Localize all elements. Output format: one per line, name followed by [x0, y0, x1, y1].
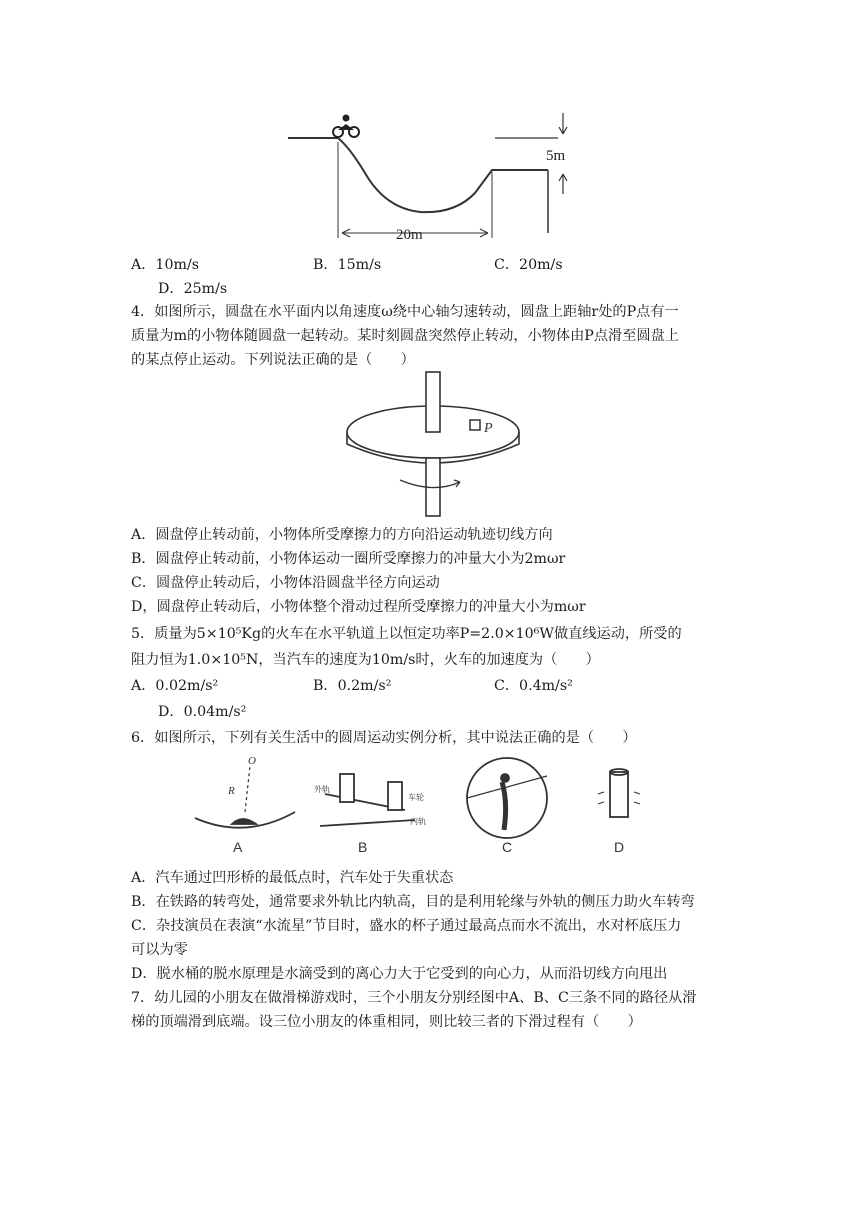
fig-label-b: B [358, 839, 368, 855]
q4-option-b: B．圆盘停止转动前，小物体运动一圈所受摩擦力的冲量大小为2mωr [131, 551, 566, 567]
q5-stem-line-1: 5．质量为5×10⁵Kg的火车在水平轨道上以恒定功率P=2.0×10⁶W做直线运动，所受的 [131, 626, 682, 642]
q5-option-c: C．0.4m/s² [494, 678, 573, 694]
q4-stem-line-3: 的某点停止运动。下列说法正确的是（ ） [131, 352, 415, 368]
q4-stem-line-1: 4．如图所示，圆盘在水平面内以角速度ω绕中心轴匀速转动，圆盘上距轴r处的P点有一 [131, 304, 679, 320]
q5-option-b: B．0.2m/s² [313, 678, 392, 694]
q4-stem-line-2: 质量为m的小物体随圆盘一起转动。某时刻圆盘突然停止转动，小物体由P点滑至圆盘上 [131, 328, 679, 344]
q7-stem-line-1: 7．幼儿园的小朋友在做滑梯游戏时，三个小朋友分别经图中A、B、C三条不同的路径从滑 [131, 990, 697, 1006]
circular-motion-figures [190, 752, 650, 860]
q3-option-d: D．25m/s [158, 281, 228, 297]
q7-stem-line-2: 梯的顶端滑到底端。设三位小朋友的体重相同，则比较三者的下滑过程有（ ） [131, 1014, 642, 1030]
q3-option-a: A．10m/s [131, 257, 200, 273]
ditch-figure [280, 108, 580, 248]
fig-b-outer-label: 外轨 [314, 785, 330, 794]
fig-label-c: C [502, 839, 513, 855]
fig-b-wheel-label: 车轮 [408, 793, 424, 802]
fig-a-o-label: O [248, 755, 256, 767]
q6-option-b: B．在铁路的转弯处，通常要求外轨比内轨高，目的是利用轮缘与外轨的侧压力助火车转弯 [131, 894, 695, 910]
motorcycle-icon [333, 115, 359, 138]
q6-stem: 6．如图所示，下列有关生活中的圆周运动实例分析，其中说法正确的是（ ） [131, 730, 637, 746]
height-label: 5m [546, 148, 566, 164]
q6-option-d: D．脱水桶的脱水原理是水滴受到的离心力大于它受到的向心力，从而沿切线方向甩出 [131, 966, 668, 982]
q6-option-c-line-2: 可以为零 [131, 942, 188, 958]
disc-figure [340, 370, 530, 520]
q4-option-a: A．圆盘停止转动前，小物体所受摩擦力的方向沿运动轨迹切线方向 [131, 527, 553, 543]
q5-option-d: D．0.04m/s² [158, 704, 247, 720]
width-label: 20m [396, 227, 423, 243]
fig-a-r-label: R [228, 785, 235, 797]
q3-option-b: B．15m/s [313, 257, 382, 273]
q5-stem-line-2: 阻力恒为1.0×10⁵N，当汽车的速度为10m/s时，火车的加速度为（ ） [131, 652, 600, 668]
q3-option-c: C．20m/s [494, 257, 563, 273]
fig-label-d: D [614, 839, 625, 855]
fig-b-inner-label: 内轨 [410, 817, 426, 826]
fig-label-a: A [233, 839, 243, 855]
q5-option-a: A．0.02m/s² [131, 678, 219, 694]
q6-option-c-line-1: C．杂技演员在表演“水流星”节目时，盛水的杯子通过最高点而水不流出，水对杯底压力 [131, 918, 682, 934]
point-p-label: P [484, 421, 493, 436]
q6-option-a: A．汽车通过凹形桥的最低点时，汽车处于失重状态 [131, 870, 454, 886]
q4-option-c: C．圆盘停止转动后，小物体沿圆盘半径方向运动 [131, 575, 440, 591]
q4-option-d: D，圆盘停止转动后，小物体整个滑动过程所受摩擦力的冲量大小为mωr [131, 599, 586, 615]
